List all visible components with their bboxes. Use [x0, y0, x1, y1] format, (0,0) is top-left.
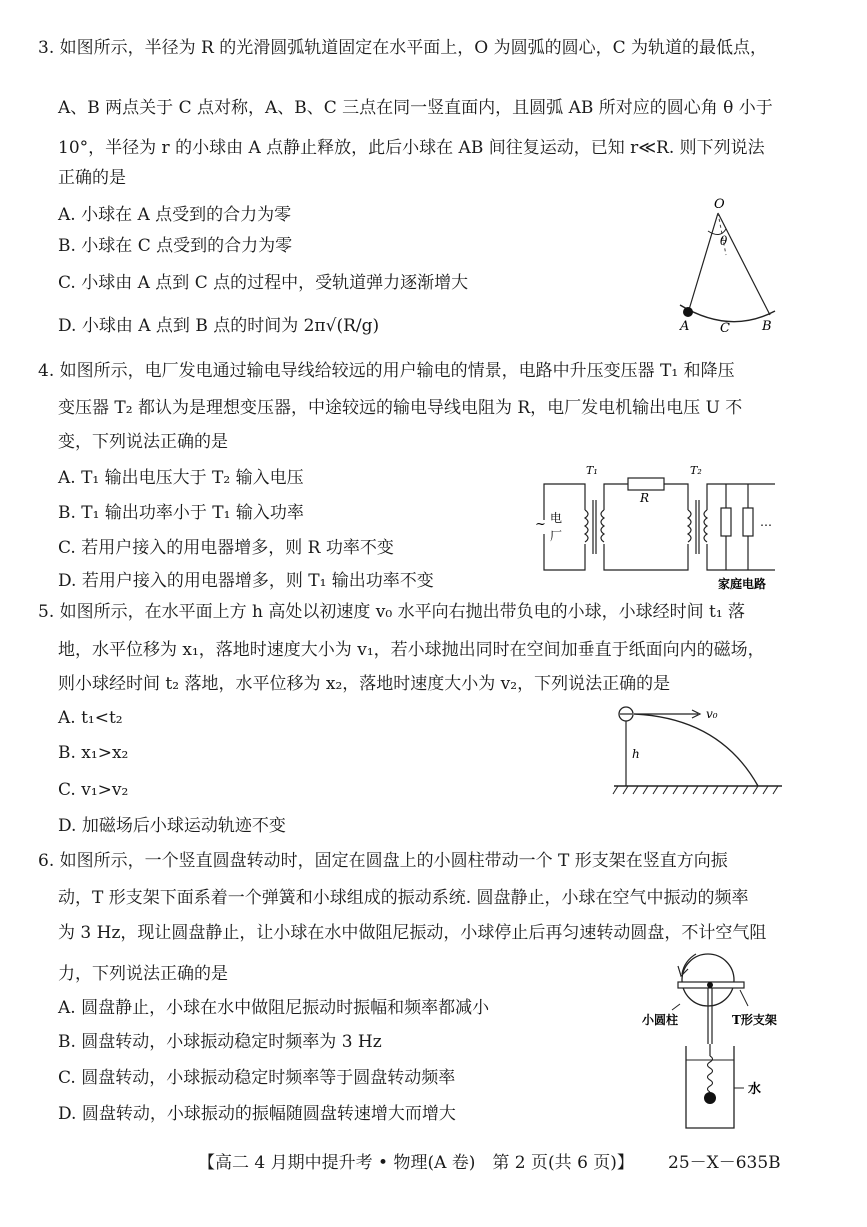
question-4-option-d: D. 若用户接入的用电器增多，则 T₁ 输出功率不变 [58, 571, 434, 591]
circuit-caption: 家庭电路 [718, 577, 767, 591]
pendulum-label-theta: θ [720, 234, 728, 248]
question-6-option-d: D. 圆盘转动，小球振动的振幅随圆盘转速增大而增大 [58, 1104, 456, 1124]
circuit-source-label-2: 厂 [550, 529, 563, 543]
projectile-label-h: h [632, 747, 640, 761]
question-3-line-4: 正确的是 [58, 168, 126, 188]
question-4-option-b: B. T₁ 输出功率小于 T₁ 输入功率 [58, 503, 304, 523]
page-code: 25－X－635B [668, 1153, 781, 1173]
circuit-source-tilde: ~ [535, 517, 546, 532]
question-6-line-1: 6. 如图所示，一个竖直圆盘转动时，固定在圆盘上的小圆柱带动一个 T 形支架在竖直方向振 [38, 851, 728, 871]
question-4-line-2: 变压器 T₂ 都认为是理想变压器，中途较远的输电导线电阻为 R，电厂发电机输出电压 U 不 [58, 398, 743, 418]
circuit-label-t2: T₂ [690, 464, 702, 477]
transmission-circuit-figure [530, 462, 800, 592]
question-4-option-a: A. T₁ 输出电压大于 T₂ 输入电压 [58, 468, 304, 488]
question-3-option-d: D. 小球由 A 点到 B 点的时间为 2π√(R/g) [58, 316, 380, 336]
circuit-label-r: R [640, 491, 650, 505]
question-6-option-c: C. 圆盘转动，小球振动稳定时频率等于圆盘转动频率 [58, 1068, 456, 1088]
question-3-line-1: 3. 如图所示，半径为 R 的光滑圆弧轨道固定在水平面上，O 为圆弧的圆心，C 为轨道的最低点， [38, 38, 767, 58]
projectile-figure [610, 698, 790, 798]
question-5-line-1: 5. 如图所示，在水平面上方 h 高处以初速度 v₀ 水平向右抛出带负电的小球，小球经时间 t₁ 落 [38, 602, 746, 622]
pendulum-label-c: C [720, 321, 730, 336]
question-3-line-3: 10°，半径为 r 的小球由 A 点静止释放，此后小球在 AB 间往复运动，已知 r≪R. 则下列说法 [58, 138, 765, 158]
rotating-disk-figure [640, 948, 790, 1138]
question-5-line-2: 地，水平位移为 x₁，落地时速度大小为 v₁，若小球抛出同时在空间加垂直于纸面向内的磁场， [58, 640, 765, 660]
question-3-option-c: C. 小球由 A 点到 C 点的过程中，受轨道弹力逐渐增大 [58, 273, 469, 293]
question-5-option-c: C. v₁>v₂ [58, 780, 129, 800]
question-4-line-3: 变，下列说法正确的是 [58, 432, 228, 452]
question-5-option-a: A. t₁<t₂ [58, 708, 123, 728]
page-footer: 【高二 4 月期中提升考 • 物理(A 卷) 第 2 页(共 6 页)】 [198, 1153, 634, 1173]
pendulum-label-a: A [680, 319, 690, 334]
question-6-line-2: 动，T 形支架下面系着一个弹簧和小球组成的振动系统. 圆盘静止，小球在空气中振动的频率 [58, 888, 749, 908]
question-5-option-b: B. x₁>x₂ [58, 743, 129, 763]
circuit-label-t1: T₁ [586, 464, 598, 477]
question-4-option-c: C. 若用户接入的用电器增多，则 R 功率不变 [58, 538, 394, 558]
circuit-source-label-1: 电 [550, 511, 563, 525]
disk-label-t-frame: T形支架 [732, 1013, 777, 1027]
question-5-line-3: 则小球经时间 t₂ 落地，水平位移为 x₂，落地时速度大小为 v₂，下列说法正确的是 [58, 674, 671, 694]
question-3-line-2: A、B 两点关于 C 点对称，A、B、C 三点在同一竖直面内，且圆弧 AB 所对应的圆心角 θ 小于 [58, 98, 773, 118]
question-6-line-4: 力，下列说法正确的是 [58, 964, 228, 984]
question-4-line-1: 4. 如图所示，电厂发电通过输电导线给较远的用户输电的情景，电路中升压变压器 T₁ 和降压 [38, 361, 735, 381]
question-6-line-3: 为 3 Hz，现让圆盘静止，让小球在水中做阻尼振动，小球停止后再匀速转动圆盘，不计空气阻 [58, 923, 767, 943]
pendulum-arc-figure [670, 195, 790, 335]
projectile-label-v0: v₀ [706, 707, 718, 721]
disk-label-cylinder: 小圆柱 [642, 1013, 679, 1027]
circuit-dots: … [760, 515, 772, 529]
pendulum-label-b: B [762, 319, 772, 334]
question-6-option-a: A. 圆盘静止，小球在水中做阻尼振动时振幅和频率都减小 [58, 998, 490, 1018]
question-3-option-a: A. 小球在 A 点受到的合力为零 [58, 205, 292, 225]
disk-label-water: 水 [748, 1082, 762, 1097]
question-3-option-b: B. 小球在 C 点受到的合力为零 [58, 236, 293, 256]
pendulum-label-o: O [714, 197, 725, 212]
question-5-option-d: D. 加磁场后小球运动轨迹不变 [58, 816, 286, 836]
question-6-option-b: B. 圆盘转动，小球振动稳定时频率为 3 Hz [58, 1032, 382, 1052]
